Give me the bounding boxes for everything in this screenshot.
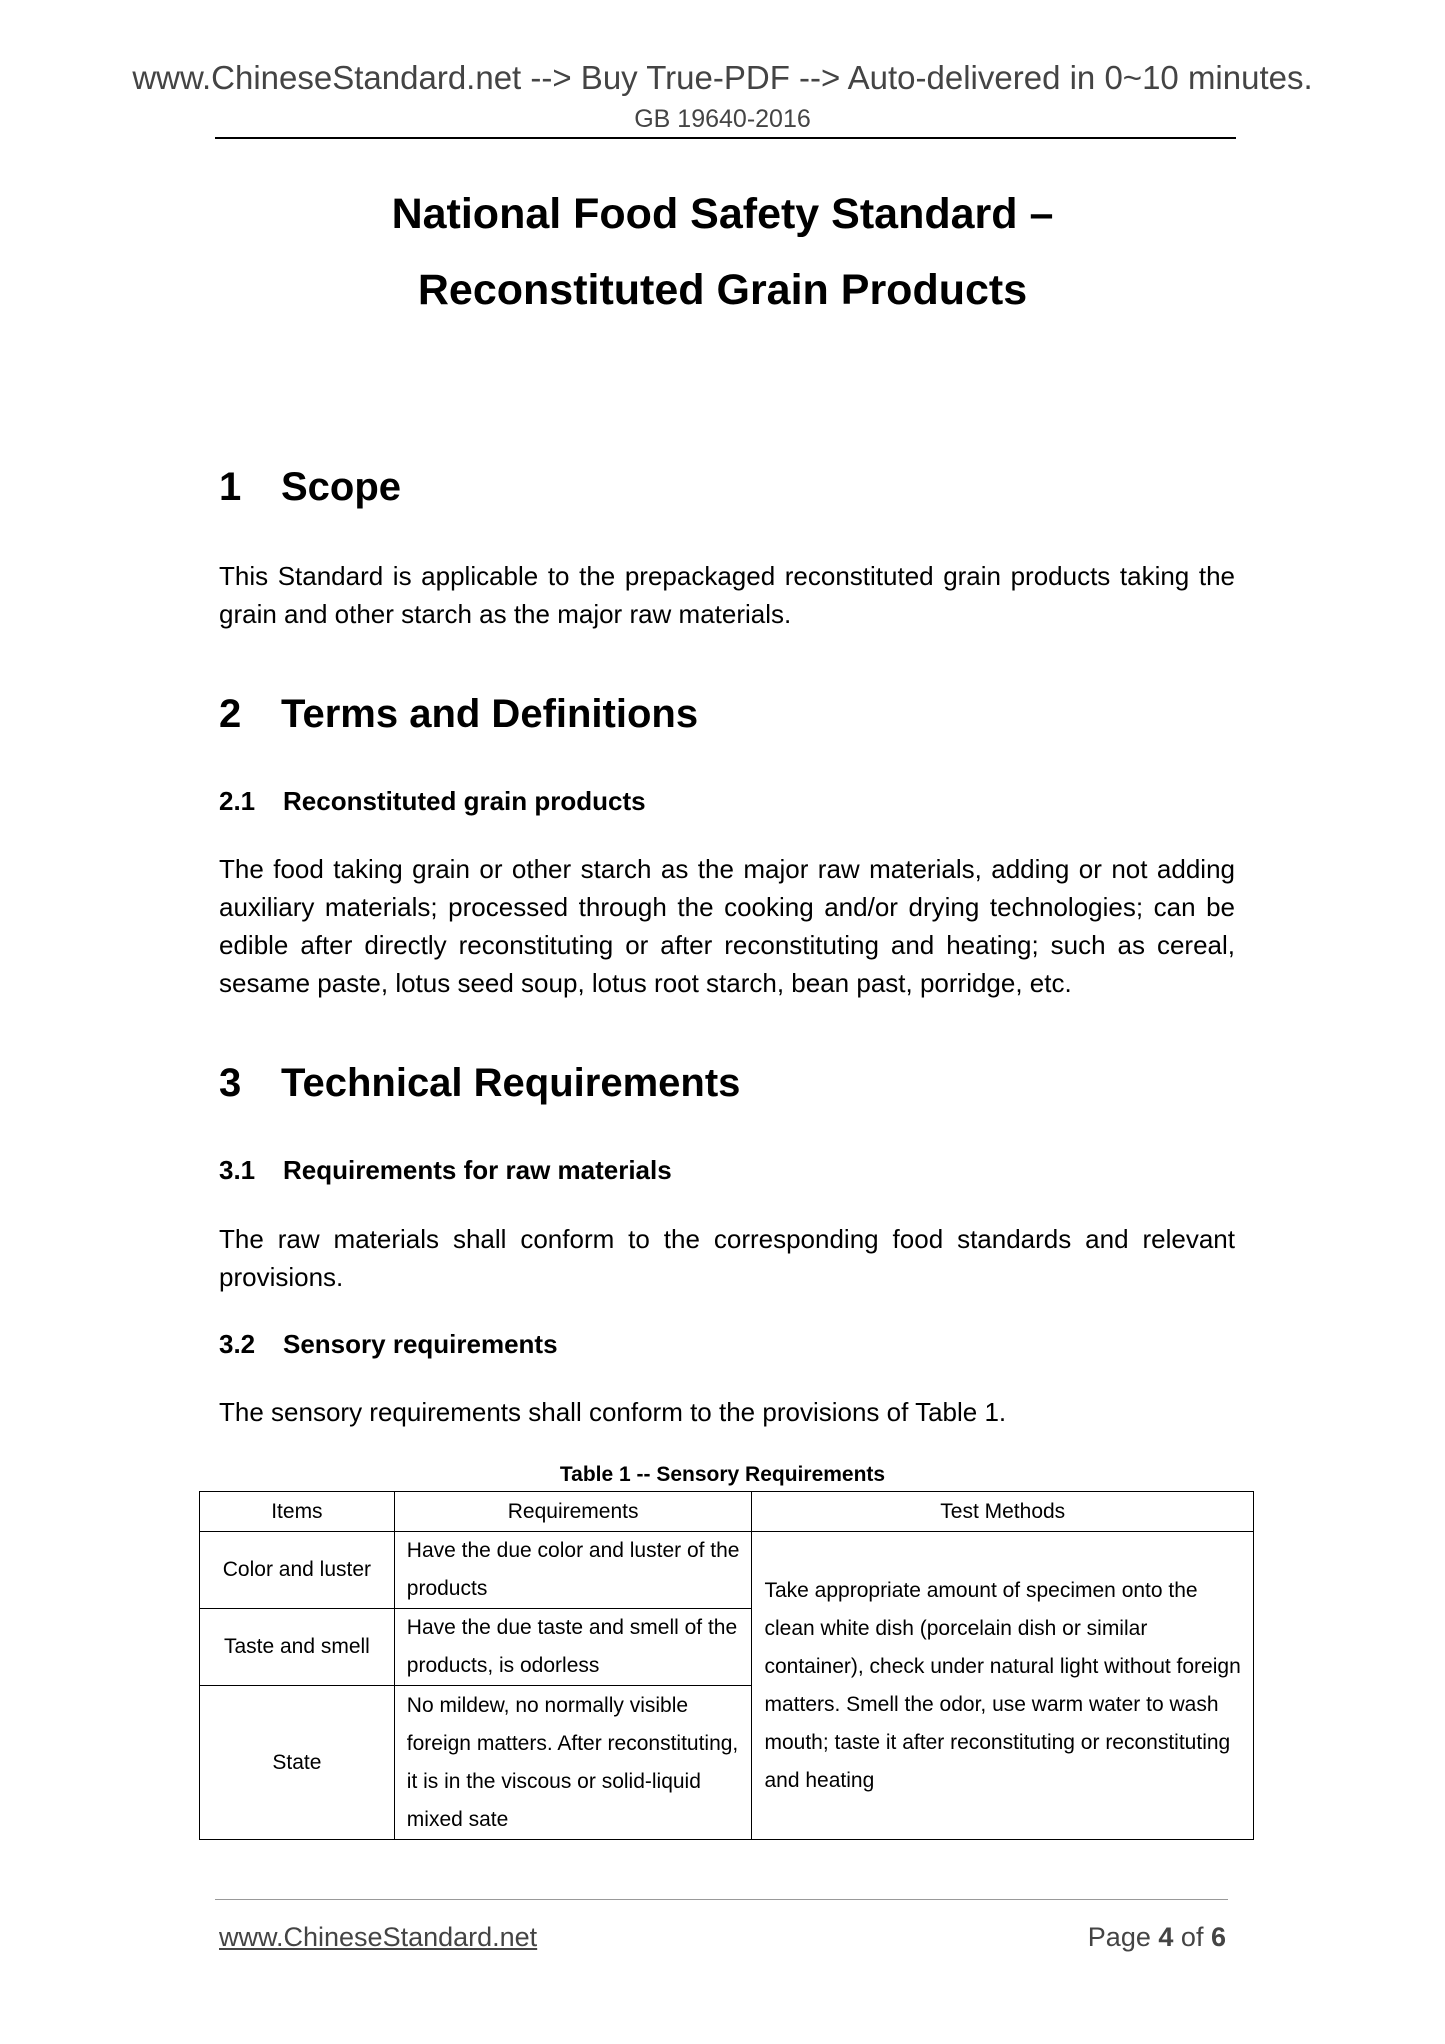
section-number: 3	[219, 1061, 242, 1105]
test-method-cell: Take appropriate amount of specimen onto the clean white dish (porcelain dish or similar container), check under natural light without foreign matters. Smell the odor, use warm water to wash mouth; taste it after reconstituting or reconstituting and heating	[752, 1532, 1254, 1840]
column-header-test-methods: Test Methods	[752, 1492, 1254, 1532]
item-cell: Color and luster	[200, 1532, 395, 1609]
footer-link[interactable]: www.ChineseStandard.net	[219, 1922, 538, 1952]
header-divider	[215, 137, 1236, 139]
page-number	[1088, 1920, 1226, 1954]
item-cell: Taste and smell	[200, 1609, 395, 1686]
column-header-items: Items	[200, 1492, 395, 1532]
table-header-row	[200, 1492, 1254, 1532]
sensory-paragraph: The sensory requirements shall conform to the provisions of Table 1.	[219, 1397, 1007, 1427]
section-1-heading	[219, 463, 401, 511]
section-number: 1	[219, 465, 242, 509]
subsection-title: Requirements for raw materials	[283, 1155, 672, 1185]
subsection-number: 2.1	[219, 786, 256, 816]
subsection-3-1-heading	[219, 1154, 672, 1186]
section-title: Terms and Definitions	[281, 692, 699, 736]
table-caption: Table 1 -- Sensory Requirements	[559, 1463, 886, 1486]
table-row	[200, 1532, 1254, 1609]
section-number: 2	[219, 692, 242, 736]
subsection-3-2-heading	[219, 1328, 558, 1360]
footer-divider	[215, 1899, 1228, 1900]
subsection-number: 3.2	[219, 1329, 256, 1359]
requirement-cell: Have the due taste and smell of the products, is odorless	[394, 1609, 752, 1686]
page-of: of	[1180, 1922, 1204, 1952]
section-2-heading	[219, 690, 698, 738]
requirement-cell: Have the due color and luster of the products	[394, 1532, 752, 1609]
section-3-heading	[219, 1059, 740, 1107]
subsection-title: Reconstituted grain products	[283, 786, 646, 816]
subsection-title: Sensory requirements	[283, 1329, 558, 1359]
requirement-cell: No mildew, no normally visible foreign matters. After reconstituting, it is in the viscous or solid-liquid mixed sate	[394, 1686, 752, 1840]
sensory-requirements-table	[199, 1491, 1254, 1840]
title-line-2: Reconstituted Grain Products	[417, 266, 1028, 314]
page-label: Page	[1087, 1922, 1151, 1952]
item-cell: State	[200, 1686, 395, 1840]
section-title: Scope	[281, 465, 402, 509]
title-line-1: National Food Safety Standard –	[391, 190, 1054, 238]
header-banner: www.ChineseStandard.net --> Buy True-PDF --> Auto-delivered in 0~10 minutes.	[132, 59, 1313, 96]
definition-paragraph: The food taking grain or other starch as the major raw materials, adding or not adding auxiliary materials; processed through the cooking and/or drying technologies; can be edible after directly reconstituting or after reconstituting and heating; such as cereal, sesame paste, lotus seed soup, lotus root starch, bean past, porridge, etc.	[219, 854, 1235, 998]
subsection-number: 3.1	[219, 1155, 256, 1185]
section-title: Technical Requirements	[281, 1061, 741, 1105]
document-code: GB 19640-2016	[634, 105, 811, 133]
subsection-2-1-heading	[219, 785, 646, 817]
current-page: 4	[1158, 1922, 1174, 1952]
raw-materials-paragraph: The raw materials shall conform to the corresponding food standards and relevant provisions.	[219, 1224, 1235, 1292]
total-pages: 6	[1210, 1922, 1226, 1952]
column-header-requirements: Requirements	[394, 1492, 752, 1532]
scope-paragraph: This Standard is applicable to the prepackaged reconstituted grain products taking the grain and other starch as the major raw materials.	[219, 561, 1235, 629]
